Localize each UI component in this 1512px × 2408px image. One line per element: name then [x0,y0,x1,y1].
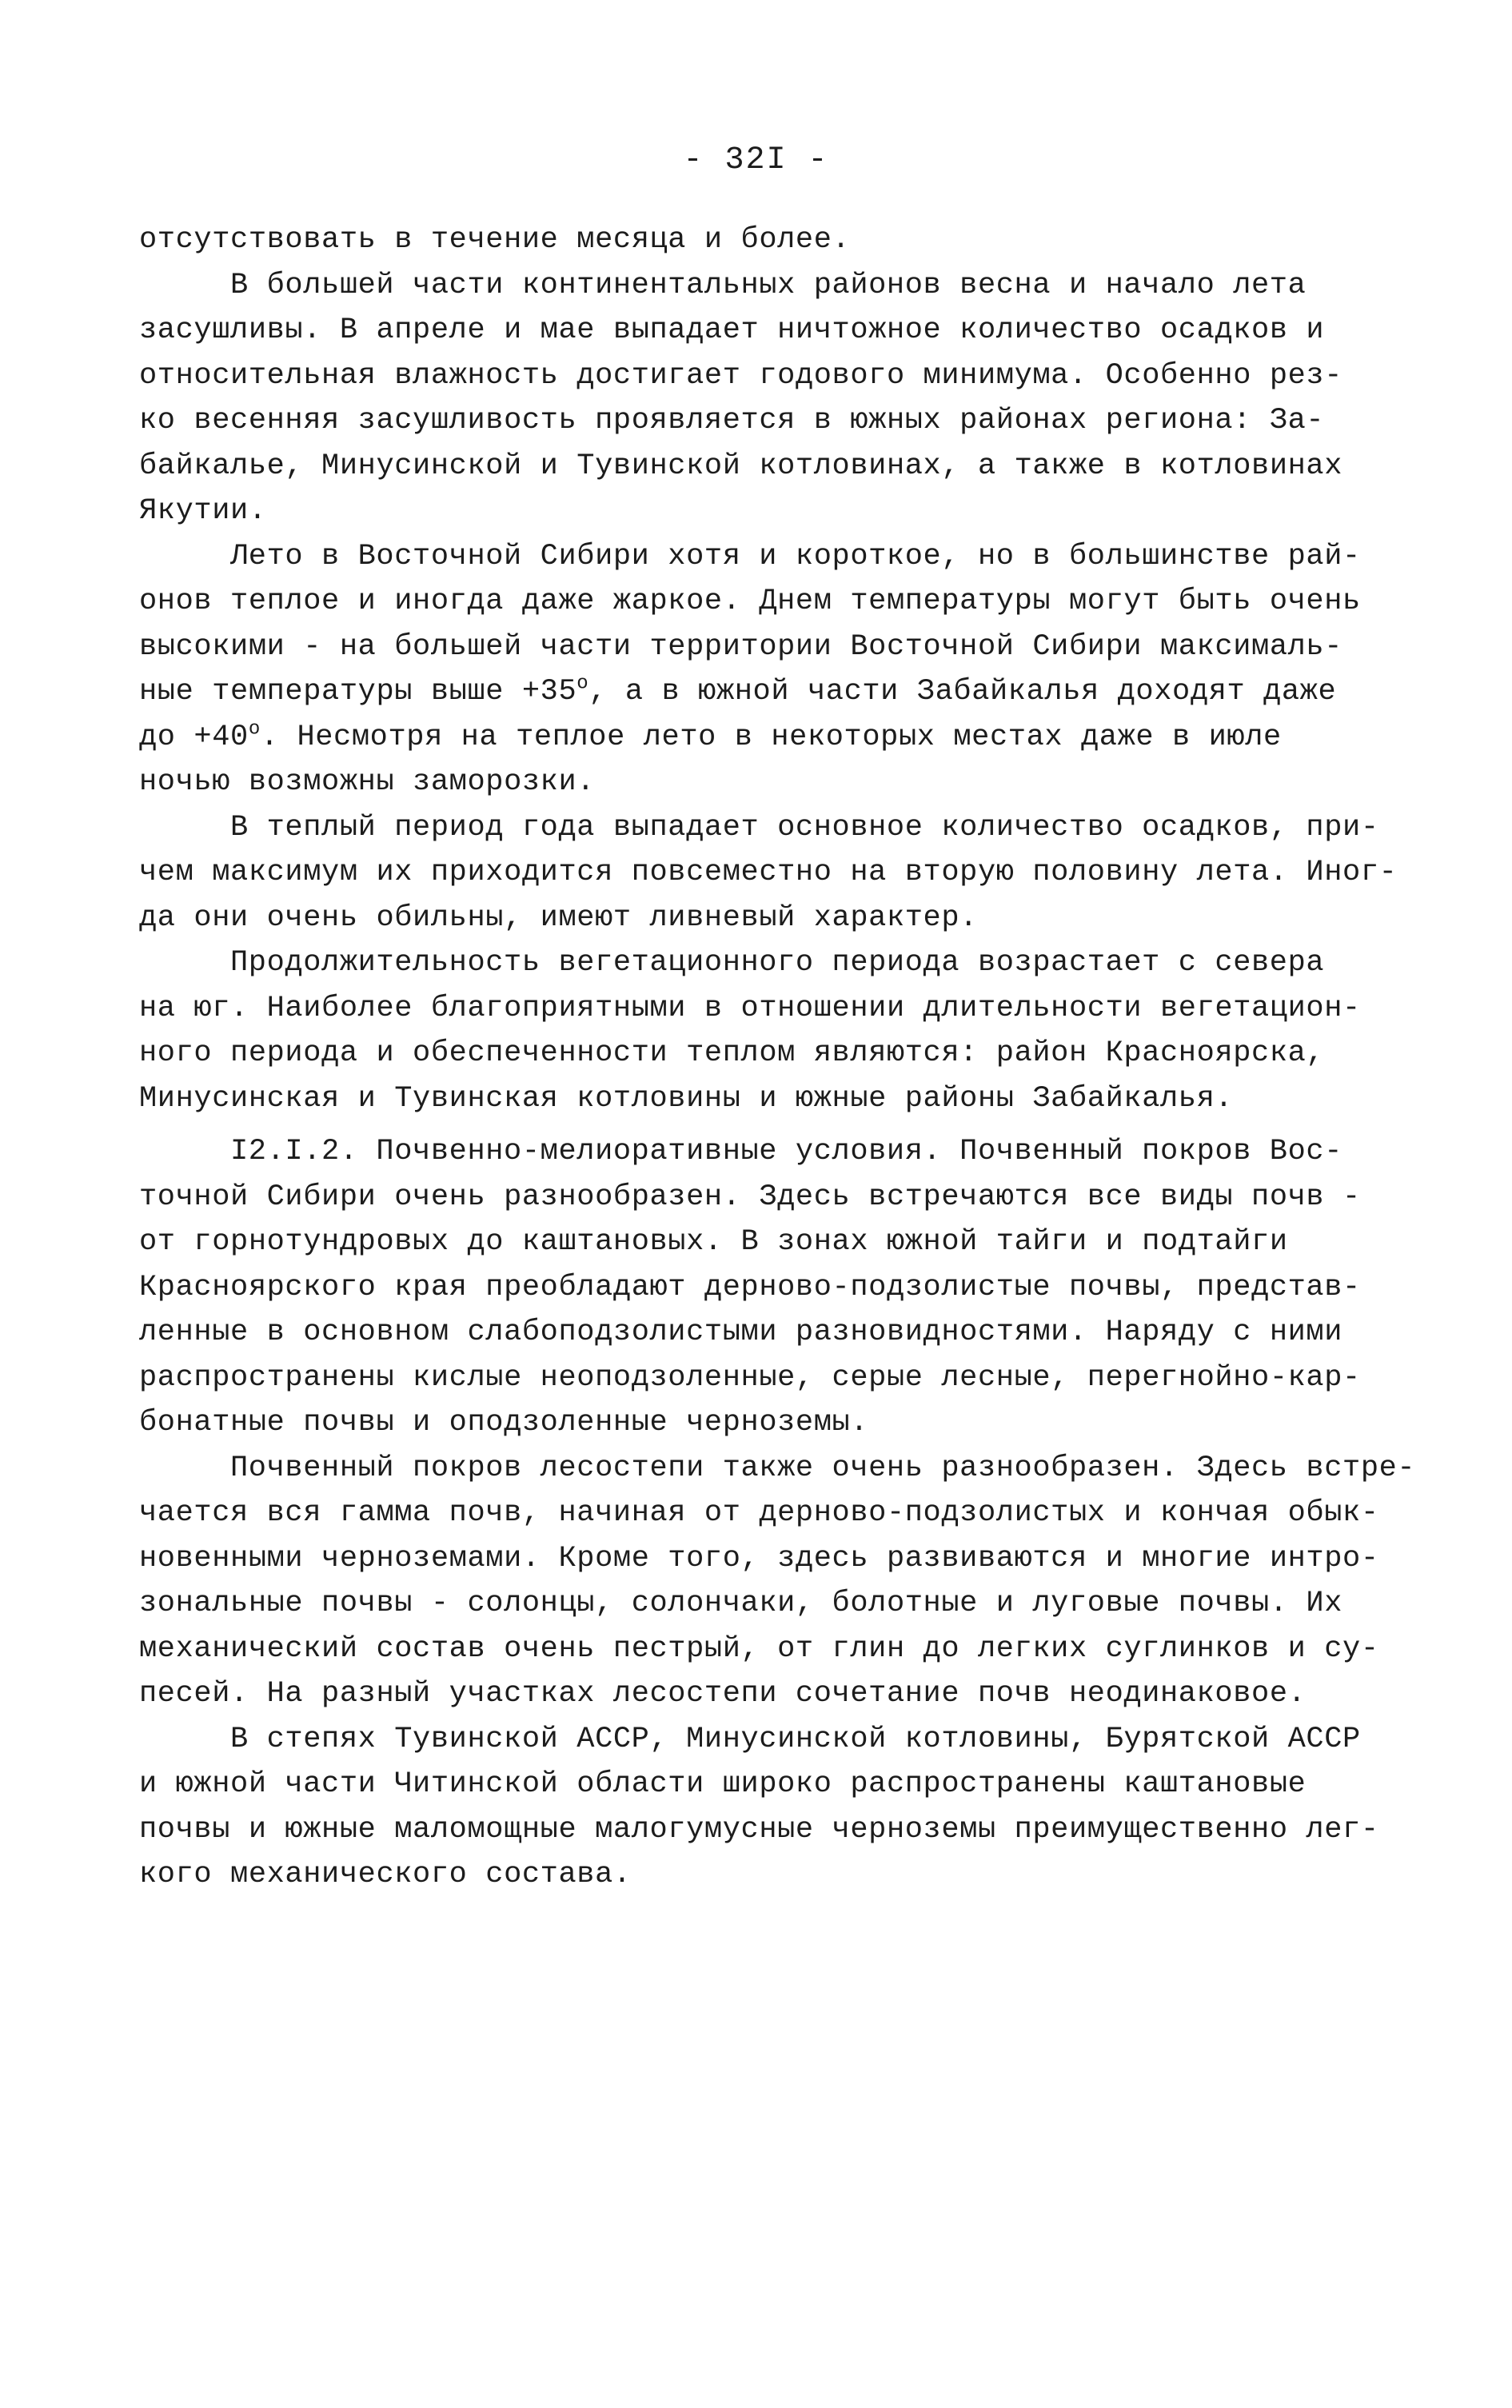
text-line: В степях Тувинской АССР, Минусинской котловины, Бурятской АССР [230,1722,1361,1756]
text-line: Почвенный покров лесостепи также очень разнообразен. Здесь встре- [230,1451,1416,1485]
text-line: песей. На разный участках лесостепи сочетание почв неодинаковое. [139,1677,1307,1711]
text-line: почвы и южные маломощные малогумусные черноземы преимущественно лег- [139,1812,1379,1847]
text-line: отсутствовать в течение месяца и более. [139,223,851,257]
page-number: - 32I - [683,142,829,178]
degree-mark: о [576,673,589,695]
text-line: засушливы. В апреле и мае выпадает ничтожное количество осадков и [139,313,1325,347]
text-line [139,669,1386,715]
text-line: распространены кислые неоподзоленные, серые лесные, перегнойно-кар- [139,1360,1361,1395]
text-segment: . Несмотря на теплое лето в некоторых местах даже в июле [260,720,1282,754]
text-line: да они очень обильны, имеют ливневый характер. [139,901,978,935]
text-segment: ные температуры выше +35 [139,675,577,709]
text-line [139,715,1386,761]
text-line: онов теплое и иногда даже жаркое. Днем температуры могут быть очень [139,585,1361,618]
text-line: чем максимум их приходится повсеместно на вторую половину лета. Иног- [139,856,1398,889]
text-line: ко весенняя засушливость проявляется в южных районах региона: За- [139,404,1325,437]
text-line: механический состав очень пестрый, от глин до легких суглинков и су- [139,1631,1379,1666]
text-line: высокими - на большей части территории Восточной Сибири максималь- [139,629,1343,664]
text-line: Продолжительность вегетационного периода возрастает с севера [230,946,1325,980]
text-line: точной Сибири очень разнообразен. Здесь встречаются все виды почв - [139,1180,1361,1214]
text-line: бонатные почвы и оподзоленные черноземы. [139,1406,869,1440]
text-line: и южной части Читинской области широко распространены каштановые [139,1767,1307,1801]
text-line: зональные почвы - солонцы, солончаки, болотные и луговые почвы. Их [139,1587,1343,1620]
text-line: Якутии. [139,494,267,528]
text-line: ного периода и обеспеченности теплом являются: район Красноярска, [139,1036,1325,1070]
text-line: В большей части континентальных районов весна и начало лета [230,268,1307,302]
text-line: Минусинская и Тувинская котловины и южные районы Забайкалья. [139,1081,1234,1116]
text-line: байкалье, Минусинской и Тувинской котловинах, а также в котловинах [139,449,1343,483]
body-text [139,218,1416,1898]
text-line: на юг. Наиболее благоприятными в отношении длительности вегетацион- [139,991,1361,1025]
text-line: Красноярского края преобладают дерново-подзолистые почвы, представ- [139,1270,1361,1304]
text-line: чается вся гамма почв, начиная от дерново-подзолистых и кончая обык- [139,1496,1379,1530]
text-line: ночью возможны заморозки. [139,765,596,799]
text-line: В теплый период года выпадает основное количество осадков, при- [230,810,1379,845]
text-line: кого механического состава. [139,1858,632,1891]
degree-mark: о [248,718,261,741]
text-line: новенными черноземами. Кроме того, здесь развиваются и многие интро- [139,1541,1379,1575]
text-segment: до +40 [139,720,249,754]
text-line: ленные в основном слабоподзолистыми разновидностями. Наряду с ними [139,1316,1343,1349]
paragraph-gap [139,1121,1386,1129]
text-segment: , а в южной части Забайкалья доходят даже [588,675,1337,709]
text-line: относительная влажность достигает годового минимума. Особенно рез- [139,358,1343,393]
section-heading-line: I2.I.2. Почвенно-мелиоративные условия. Почвенный покров Вос- [230,1135,1343,1168]
text-line: Лето в Восточной Сибири хотя и короткое, но в большинстве рай- [230,539,1361,573]
text-line: от горнотундровых до каштановых. В зонах южной тайги и подтайги [139,1225,1288,1259]
